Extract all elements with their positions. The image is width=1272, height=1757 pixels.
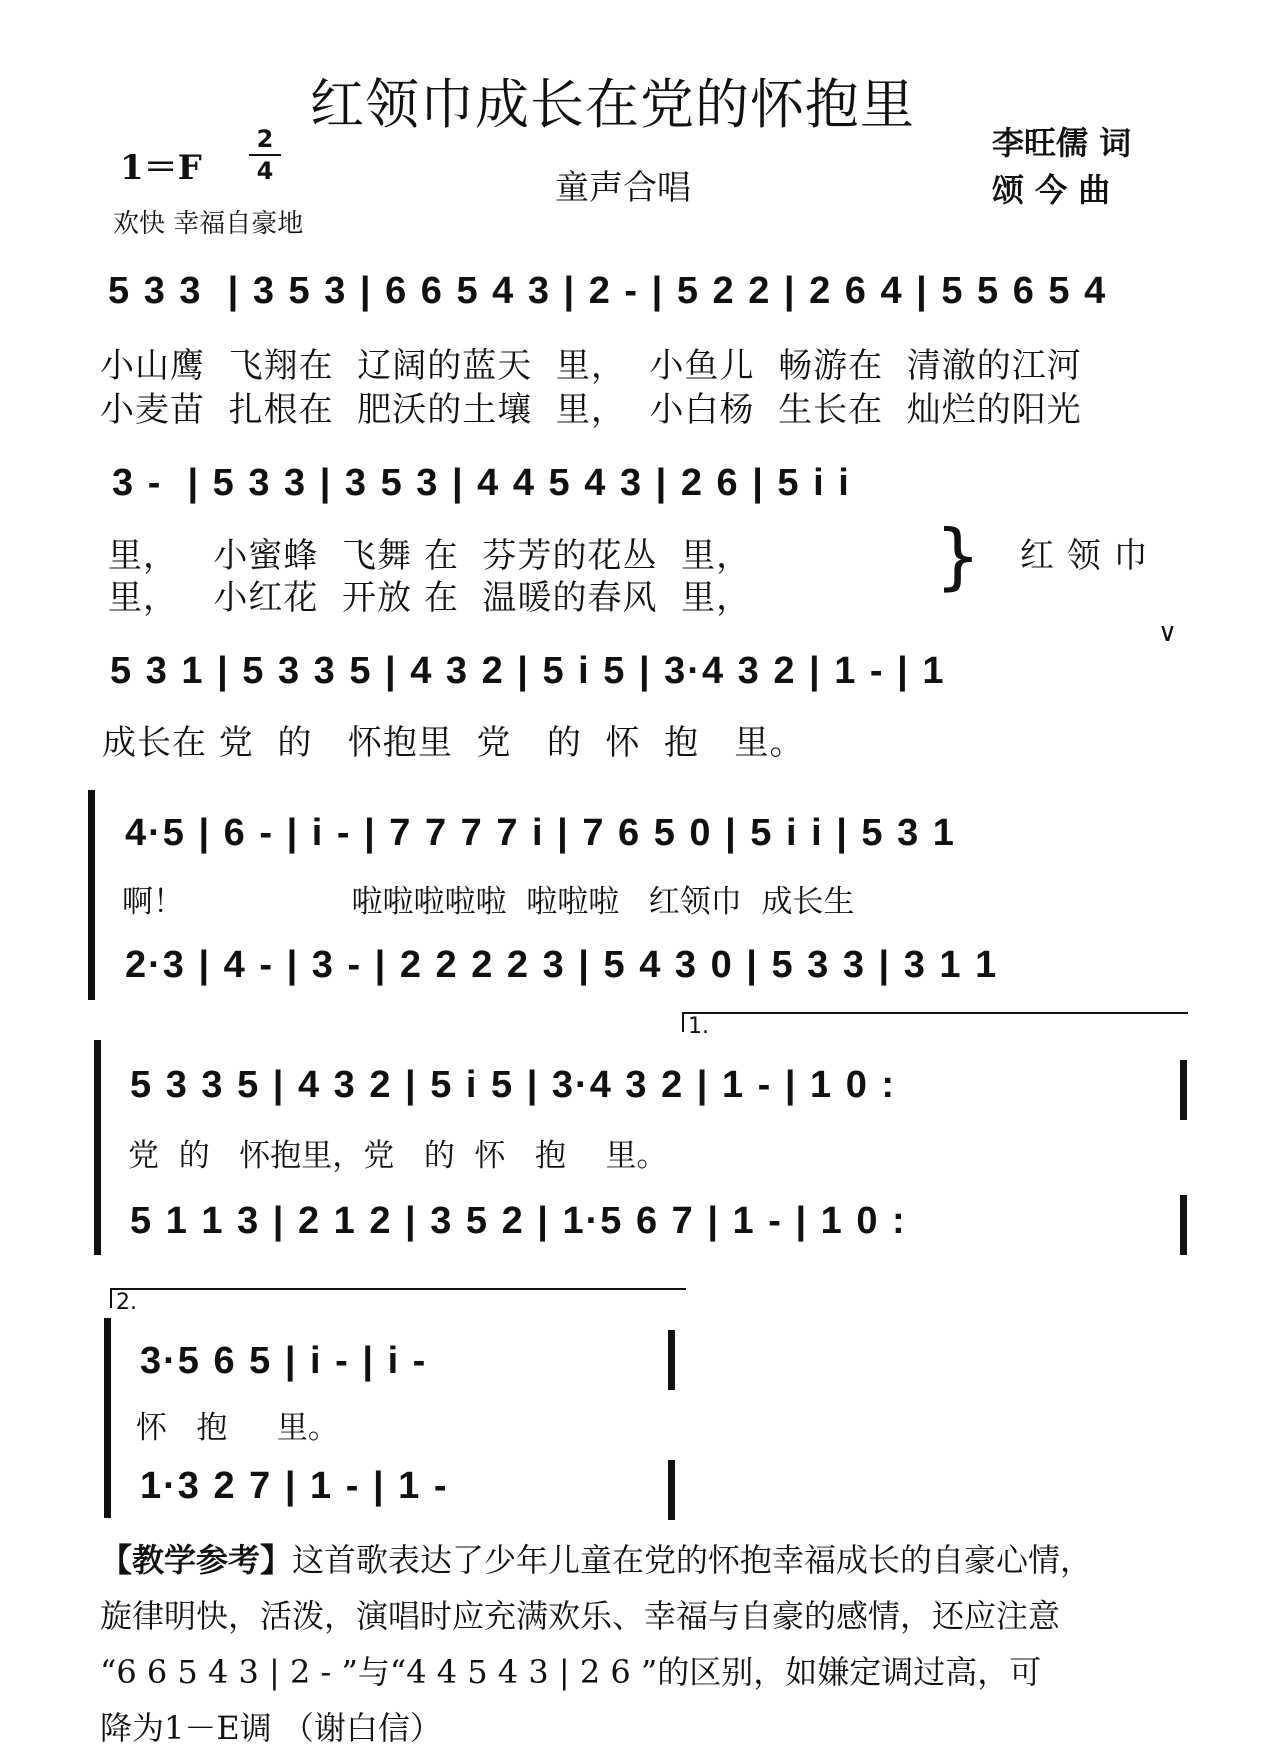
second-ending-bracket: 2.: [110, 1288, 686, 1308]
system6-upper-final-bar: [668, 1330, 675, 1390]
system6-lower-notes: 1·3 2 7 | 1 - | 1 -: [140, 1465, 449, 1507]
lyricist-credit: 李旺儒 词: [992, 124, 1132, 162]
reference-line-3: “6 6 5 4 3 | 2 - ”与“4 4 5 4 3 | 2 6 ”的区别，如嫌定调过高，可: [100, 1653, 1042, 1691]
system6-upper-notes: 3·5 6 5 | i - | i -: [140, 1340, 428, 1382]
time-signature-line: [249, 154, 281, 156]
reference-line-4: 降为1－E调 （谢白信）: [100, 1709, 442, 1747]
system5-bracket: [94, 1040, 101, 1255]
system3-lyric: 成长在 党 的 怀抱里 党 的 怀 抱 里。: [102, 723, 805, 763]
system4-lyric: 啊！ 啦啦啦啦啦 啦啦啦 红领巾 成长生: [122, 884, 855, 920]
system6-lyric: 怀 抱 里。: [136, 1410, 339, 1446]
system4-upper-notes: 4·5 | 6 - | i - | 7 7 7 7 i | 7 6 5 0 | 5 i i | 5 3 1: [125, 812, 956, 854]
time-signature-top: 2: [256, 125, 274, 153]
breath-mark: ∨: [1158, 618, 1178, 648]
system4-bracket: [88, 790, 95, 1000]
system5-lower-repeat-bar: [1180, 1195, 1187, 1255]
composer-credit: 颂 今 曲: [992, 171, 1111, 209]
key-signature: 1＝F: [120, 148, 202, 188]
system1-verse1: 小山鹰 飞翔在 辽阔的蓝天 里， 小鱼儿 畅游在 清澈的江河: [100, 346, 1082, 386]
system1-notes: 5 3 3 | 3 5 3 | 6 6 5 4 3 | 2 - | 5 2 2 | 2 6 4 | 5 5 6 5 4: [108, 270, 1108, 312]
system2-verse2: 里， 小红花 开放 在 温暖的春风 里，: [108, 578, 752, 618]
reference-label: 【教学参考】: [100, 1541, 293, 1579]
reference-line-1-text: 这首歌表达了少年儿童在党的怀抱幸福成长的自豪心情，: [292, 1541, 1093, 1579]
system1-verse2: 小麦苗 扎根在 肥沃的土壤 里， 小白杨 生长在 灿烂的阳光: [100, 390, 1082, 430]
tempo-marking: 欢快 幸福自豪地: [113, 209, 304, 239]
system5-upper-notes: 5 3 3 5 | 4 3 2 | 5 i 5 | 3·4 3 2 | 1 - | 1 0 :: [130, 1064, 897, 1106]
time-signature-bottom: 4: [256, 157, 274, 185]
system2-refrain: 红 领 巾: [1020, 536, 1149, 576]
song-title: 红领巾成长在党的怀抱里: [310, 73, 915, 136]
system6-lower-final-bar: [668, 1460, 675, 1520]
system6-bracket: [104, 1318, 111, 1518]
subtitle: 童声合唱: [555, 168, 691, 208]
system5-lyric: 党 的 怀抱里，党 的 怀 抱 里。: [128, 1138, 668, 1174]
reference-line-2: 旋律明快，活泼，演唱时应充满欢乐、幸福与自豪的感情，还应注意: [100, 1597, 1061, 1635]
system3-notes: 5 3 1 | 5 3 3 5 | 4 3 2 | 5 i 5 | 3·4 3 2 | 1 - | 1: [110, 650, 946, 692]
teaching-reference: [100, 1532, 1210, 1756]
system5-upper-repeat-bar: [1180, 1060, 1187, 1120]
reference-line-1: [100, 1532, 1210, 1588]
system4-lower-notes: 2·3 | 4 - | 3 - | 2 2 2 2 3 | 5 4 3 0 | 5 3 3 | 3 1 1: [125, 944, 999, 986]
system2-verse1: 里， 小蜜蜂 飞舞 在 芬芳的花丛 里，: [108, 536, 752, 576]
time-signature: [245, 126, 285, 184]
system2-notes: 3 - | 5 3 3 | 3 5 3 | 4 4 5 4 3 | 2 6 | 5 i i: [112, 462, 851, 504]
verse-brace: }: [935, 514, 981, 598]
system5-lower-notes: 5 1 1 3 | 2 1 2 | 3 5 2 | 1·5 6 7 | 1 - | 1 0 :: [130, 1200, 907, 1242]
first-ending-bracket: 1.: [682, 1012, 1188, 1032]
